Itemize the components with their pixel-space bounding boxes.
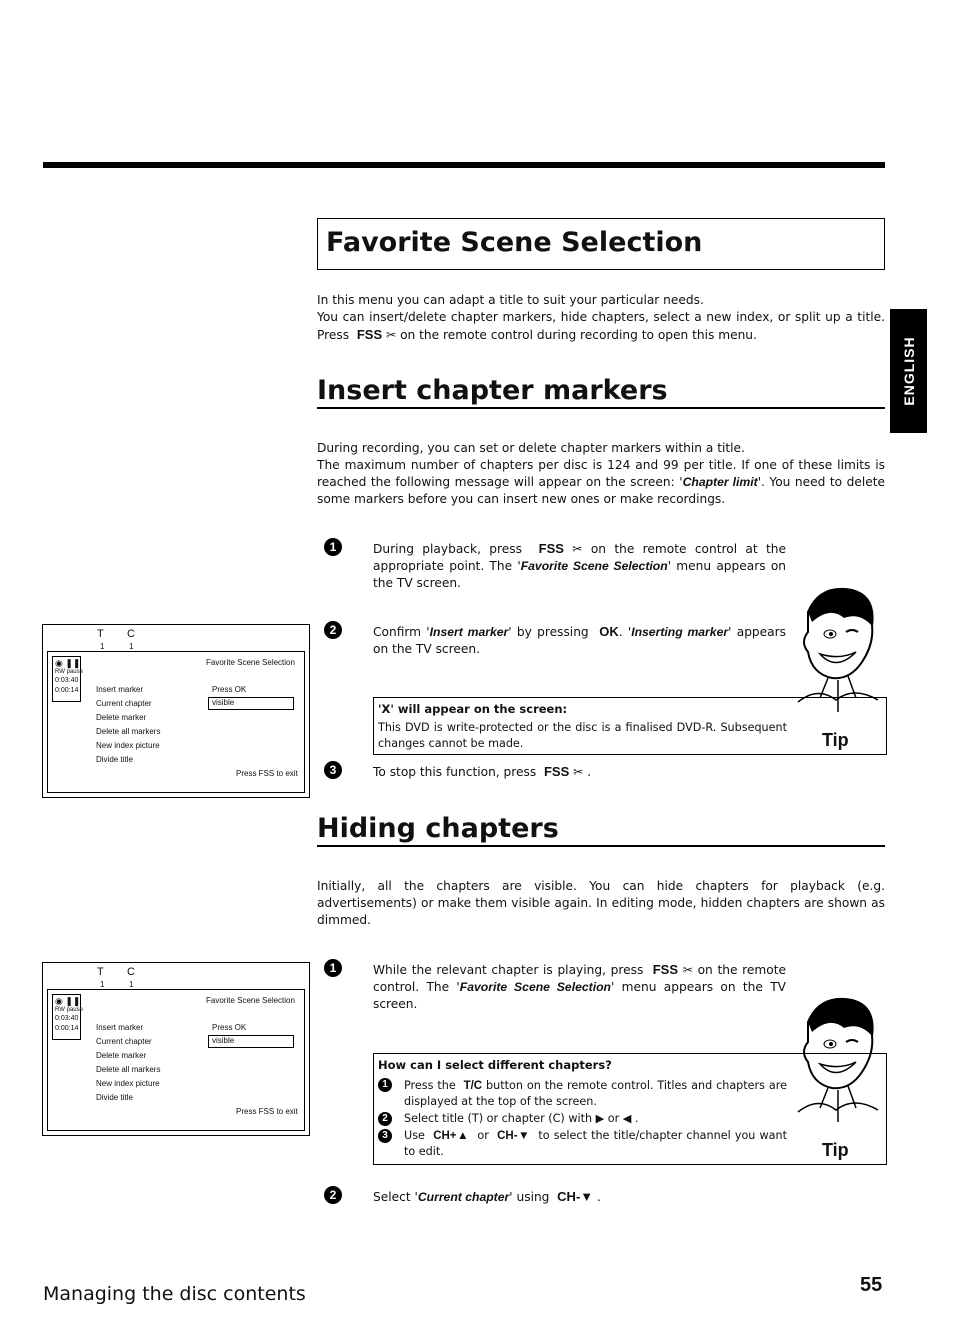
osd-press-ok: Press OK <box>212 685 247 694</box>
section-title-box <box>317 218 885 270</box>
osd-t-value: 1 <box>100 980 105 989</box>
osd-time2: 0:00:14 <box>55 687 79 694</box>
step-number: 3 <box>324 761 342 779</box>
osd-state: pause <box>66 669 83 675</box>
osd-menu-item: Divide title <box>96 1093 133 1102</box>
osd-time1: 0:03:40 <box>55 1015 79 1022</box>
tip-title: 'X' will appear on the screen: <box>378 702 568 716</box>
insert-heading <box>317 375 885 409</box>
osd-visible-field: visible <box>208 1035 294 1048</box>
osd-t-value: 1 <box>100 642 105 651</box>
tip-item-number: 1 <box>378 1078 392 1092</box>
fss-intro-p1: In this menu you can adapt a title to suit your particular needs. <box>317 293 704 307</box>
osd-time1: 0:03:40 <box>55 677 79 684</box>
step-number: 1 <box>324 538 342 556</box>
hiding-intro <box>317 878 885 929</box>
fss-key: FSS <box>356 327 383 342</box>
osd-menu-item: Delete all markers <box>96 1065 161 1074</box>
osd-t-label: T <box>97 966 104 978</box>
insert-intro <box>317 440 885 508</box>
insert-step3: To stop this function, press FSS ✂ . <box>373 764 592 779</box>
fss-intro <box>317 292 885 344</box>
osd-c-label: C <box>127 966 135 978</box>
tip-item-number: 2 <box>378 1112 392 1126</box>
osd-state: pause <box>66 1007 83 1013</box>
osd-menu-item: Insert marker <box>96 1023 144 1032</box>
osd-menu-item: Delete all markers <box>96 727 161 736</box>
osd-c-value: 1 <box>129 980 134 989</box>
insert-step2: Confirm 'Insert marker' by pressing OK. 'Inserting marker' appears on the TV screen. <box>373 624 786 656</box>
osd-menu-item: Delete marker <box>96 713 147 722</box>
tip-label: Tip <box>822 730 849 750</box>
osd-menu-item: New index picture <box>96 1079 160 1088</box>
tip-item: Use CH+▲ or CH-▼ to select the title/chapter channel you want to edit. <box>404 1129 787 1158</box>
insert-step1: During playback, press FSS ✂ on the remote control at the appropriate point. The 'Favorite Scene Selection' menu appears on the TV screen. <box>373 541 787 590</box>
osd-press-ok: Press OK <box>212 1023 247 1032</box>
section-title: Favorite Scene Selection <box>326 227 703 258</box>
hiding-intro-p1: Initially, all the chapters are visible. You can hide chapters for playback (e.g. advertisements) or make them visible again. In editing mode, hidden chapters are shown as dimmed. <box>317 879 885 927</box>
tip-box <box>373 697 887 755</box>
top-rule <box>43 162 885 168</box>
fss-intro-p2: You can insert/delete chapter markers, hide chapters, select a new index, or split up a title. Press FSS ✂ on the remote control during recording to open this menu. <box>317 310 885 342</box>
tip-body: This DVD is write-protected or the disc is a finalised DVD-R. Subsequent changes cannot be made. <box>378 721 787 750</box>
disc-icon: ◉ ❚❚ <box>55 658 81 668</box>
insert-title: Insert chapter markers <box>317 375 885 409</box>
insert-intro-p1: During recording, you can set or delete chapter markers within a title. <box>317 441 745 455</box>
step-number: 1 <box>324 959 342 977</box>
tip-label: Tip <box>822 1140 849 1160</box>
scissors-icon: ✂ <box>573 765 584 779</box>
osd-menu-item: Divide title <box>96 755 133 764</box>
osd-menu-item: Current chapter <box>96 1037 152 1046</box>
hiding-step1: While the relevant chapter is playing, press FSS ✂ on the remote control. The 'Favorite Scene Selection' menu appears on the TV screen. <box>373 962 787 1011</box>
osd-c-value: 1 <box>129 642 134 651</box>
hiding-title: Hiding chapters <box>317 813 885 847</box>
osd-menu-item: Insert marker <box>96 685 144 694</box>
scissors-icon: ✂ <box>682 963 693 977</box>
tip-title: How can I select different chapters? <box>378 1058 612 1072</box>
step-number: 2 <box>324 621 342 639</box>
page-number: 55 <box>860 1274 883 1296</box>
osd-menu-item: New index picture <box>96 741 160 750</box>
osd-time2: 0:00:14 <box>55 1025 79 1032</box>
language-tab <box>890 309 927 433</box>
osd-menu-title: Favorite Scene Selection <box>206 996 295 1005</box>
tip-box <box>373 1053 887 1165</box>
osd-menu-frame <box>47 989 305 1131</box>
osd-visible-field: visible <box>208 697 294 710</box>
disc-icon: ◉ ❚❚ <box>55 996 81 1006</box>
scissors-icon: ✂ <box>386 328 397 342</box>
language-tab-label: ENGLISH <box>900 336 917 406</box>
osd-status-panel <box>52 656 81 702</box>
osd-press-fss: Press FSS to exit <box>236 769 298 778</box>
osd-menu-frame <box>47 651 305 793</box>
osd-c-label: C <box>127 628 135 640</box>
tv-screen-osd <box>42 962 310 1136</box>
tip-item: Select title (T) or chapter (C) with ▶ or ◀ . <box>404 1112 639 1125</box>
hiding-heading <box>317 813 885 847</box>
hiding-step2: Select 'Current chapter' using CH-▼ . <box>373 1189 601 1204</box>
footer-section-name: Managing the disc contents <box>43 1283 306 1305</box>
osd-status-panel <box>52 994 81 1040</box>
osd-disc: RW <box>55 1007 65 1013</box>
tip-item-number: 3 <box>378 1129 392 1143</box>
osd-disc: RW <box>55 669 65 675</box>
osd-menu-item: Delete marker <box>96 1051 147 1060</box>
osd-menu-item: Current chapter <box>96 699 152 708</box>
insert-intro-p2: The maximum number of chapters per disc is 124 and 99 per title. If one of these limits is reached the following message will appear on the screen: 'Chapter limit'. You need to delete some markers before you can insert new ones or make recordings. <box>317 458 885 506</box>
tv-screen-osd <box>42 624 310 798</box>
tip-item: Press the T/C button on the remote control. Titles and chapters are displayed at the top of the screen. <box>404 1079 787 1108</box>
osd-press-fss: Press FSS to exit <box>236 1107 298 1116</box>
step-number: 2 <box>324 1186 342 1204</box>
osd-menu-title: Favorite Scene Selection <box>206 658 295 667</box>
scissors-icon: ✂ <box>572 542 583 556</box>
osd-t-label: T <box>97 628 104 640</box>
